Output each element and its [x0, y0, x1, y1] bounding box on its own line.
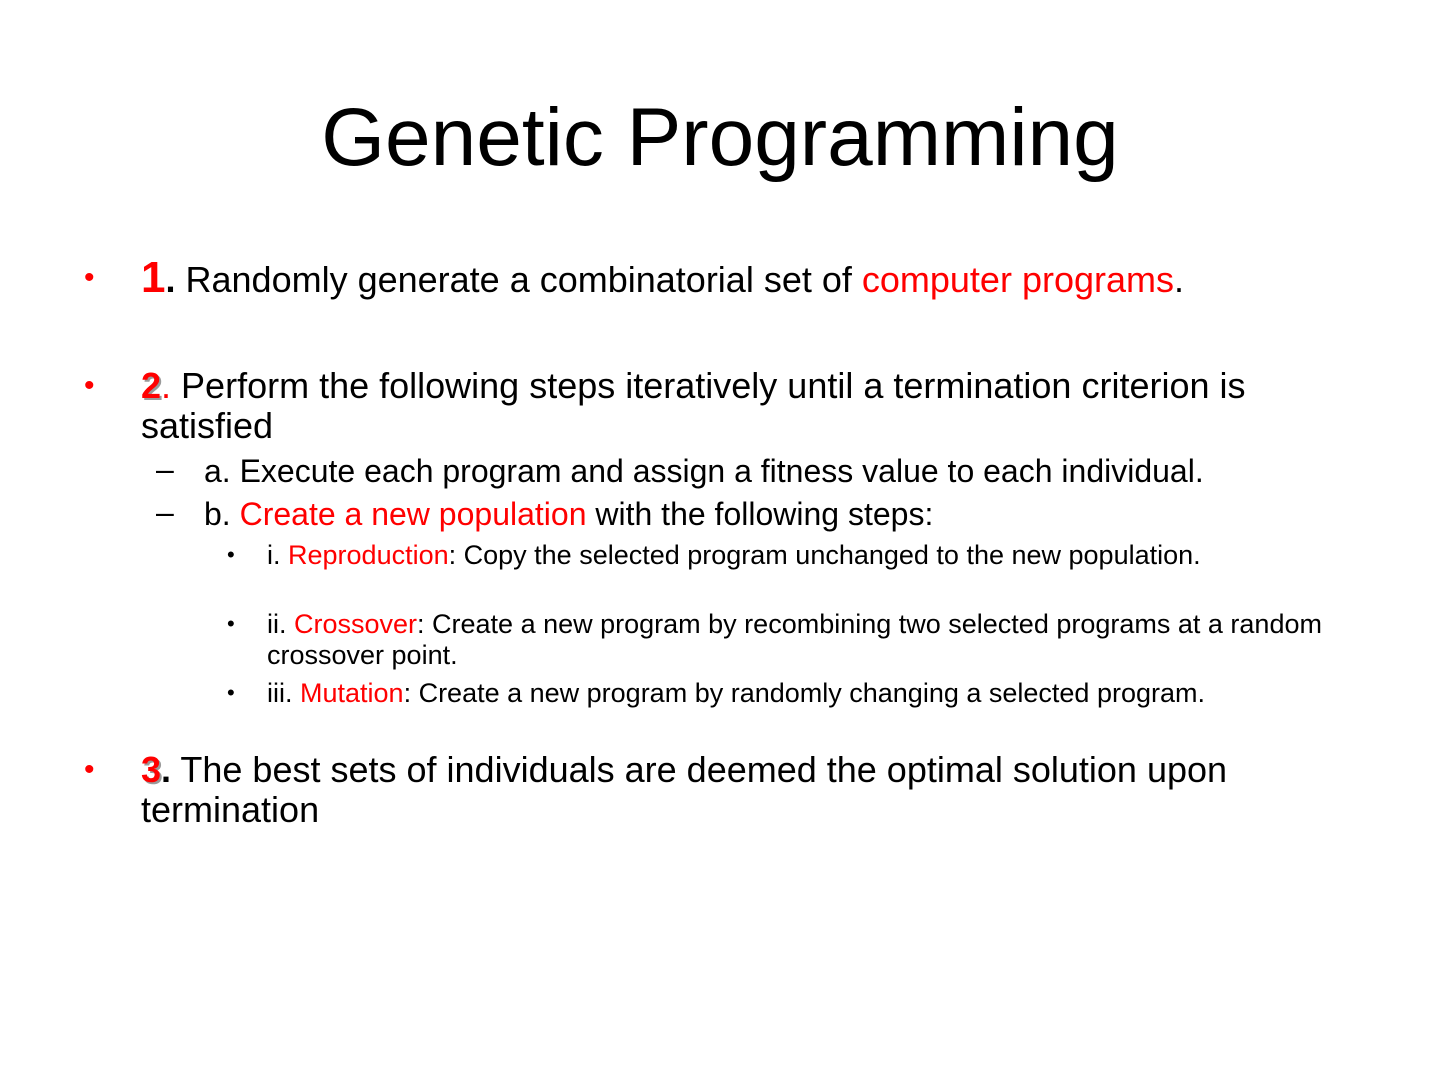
- step-2b-iii-highlight: Mutation: [300, 678, 404, 708]
- step-2: [84, 365, 1371, 446]
- bullet-icon: •: [84, 261, 95, 294]
- step-1-end: .: [1174, 259, 1185, 300]
- bullet-icon: •: [84, 369, 95, 402]
- step-2b-i-prefix: i.: [267, 540, 289, 570]
- step-2-number: 2: [141, 365, 162, 406]
- step-1-text: Randomly generate a combinatorial set of: [175, 259, 862, 300]
- bullet-icon: •: [84, 753, 95, 786]
- dash-icon: –: [156, 451, 174, 487]
- step-2b-iii-text: : Create a new program by randomly changing a selected program.: [403, 678, 1205, 708]
- step-3-dot: .: [161, 749, 172, 790]
- step-2a: [156, 451, 1384, 489]
- step-2b-ii-text: : Create a new program by recombining two selected programs at a random crossover point.: [267, 609, 1322, 670]
- step-2b-i-text: : Copy the selected program unchanged to the new population.: [448, 540, 1201, 570]
- step-2b-i: [227, 540, 1357, 571]
- step-2b: [156, 494, 1384, 532]
- bullet-icon: •: [227, 542, 235, 567]
- step-3-text: The best sets of individuals are deemed the optimal solution upon termination: [141, 749, 1228, 830]
- step-3-number: 3: [141, 749, 162, 790]
- step-2b-prefix: b.: [204, 496, 240, 532]
- step-2b-iii: [227, 678, 1357, 709]
- step-1-dot: .: [165, 259, 176, 300]
- step-3: [84, 749, 1371, 830]
- step-2b-highlight: Create a new population: [239, 496, 587, 532]
- slide-title: Genetic Programming: [321, 92, 1119, 183]
- step-2-dot: .: [161, 365, 172, 406]
- step-2a-text: a. Execute each program and assign a fitness value to each individual.: [204, 453, 1204, 489]
- bullet-icon: •: [227, 611, 235, 636]
- step-2-text: Perform the following steps iteratively until a termination criterion is satisfied: [141, 365, 1246, 446]
- step-1: [84, 253, 1371, 302]
- step-1-highlight: computer programs: [861, 259, 1174, 300]
- step-2b-ii-highlight: Crossover: [294, 609, 418, 639]
- step-1-number: 1: [141, 253, 166, 302]
- step-2b-ii: [227, 609, 1357, 671]
- bullet-icon: •: [227, 680, 235, 705]
- step-2b-i-highlight: Reproduction: [288, 540, 449, 570]
- dash-icon: –: [156, 494, 174, 530]
- step-2b-ii-prefix: ii.: [267, 609, 294, 639]
- step-2b-suffix: with the following steps:: [586, 496, 934, 532]
- step-2b-iii-prefix: iii.: [267, 678, 300, 708]
